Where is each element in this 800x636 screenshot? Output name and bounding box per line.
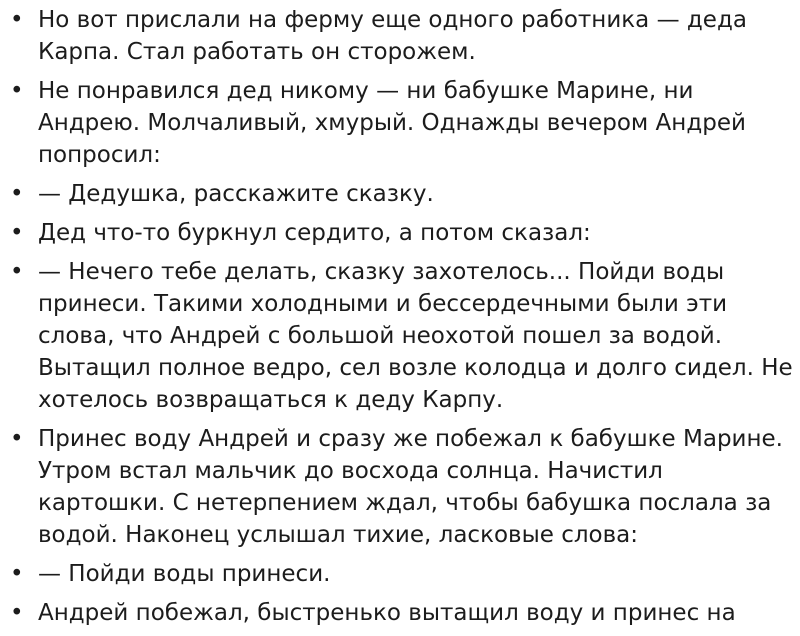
bullet-marker: •	[10, 259, 24, 285]
bullet-marker: •	[10, 561, 24, 587]
list-item	[0, 597, 800, 629]
list-item	[0, 4, 800, 68]
list-item	[0, 75, 800, 171]
list-item	[0, 217, 800, 249]
paragraph-text: Принес воду Андрей и сразу же побежал к бабушке Марине. Утром встал мальчик до восхода солнца. Начистил картошки. С нетерпением ждал, чтобы бабушка послала за водой. Наконец услышал тихие, ласковые слова:	[38, 426, 783, 548]
paragraph-text: Но вот прислали на ферму еще одного работника — деда Карпа. Стал работать он сторожем.	[38, 7, 747, 65]
paragraph-text: Не понравился дед никому — ни бабушке Марине, ни Андрею. Молчаливый, хмурый. Однажды вечером Андрей попросил:	[38, 78, 746, 168]
paragraph-text: — Дедушка, расскажите сказку.	[38, 181, 434, 207]
paragraph-text: Дед что-то буркнул сердито, а потом сказал:	[38, 220, 591, 246]
list-item	[0, 423, 800, 551]
list-item	[0, 558, 800, 590]
bullet-marker: •	[10, 181, 24, 207]
bullet-marker: •	[10, 78, 24, 104]
paragraph-text: Андрей побежал, быстренько вытащил воду и принес на	[38, 600, 736, 626]
list-item	[0, 178, 800, 210]
paragraph-text: — Пойди воды принеси.	[38, 561, 331, 587]
bullet-marker: •	[10, 426, 24, 452]
paragraph-text: — Нечего тебе делать, сказку захотелось... Пойди воды принеси. Такими холодными и бессердечными были эти слова, что Андрей с большой неохотой пошел за водой. Вытащил полное ведро, сел возле колодца и долго сидел. Не хотелось возвращаться к деду Карпу.	[38, 259, 793, 413]
bullet-marker: •	[10, 7, 24, 33]
list-item	[0, 256, 800, 416]
bullet-marker: •	[10, 220, 24, 246]
bullet-list	[0, 4, 800, 636]
bullet-marker: •	[10, 600, 24, 626]
